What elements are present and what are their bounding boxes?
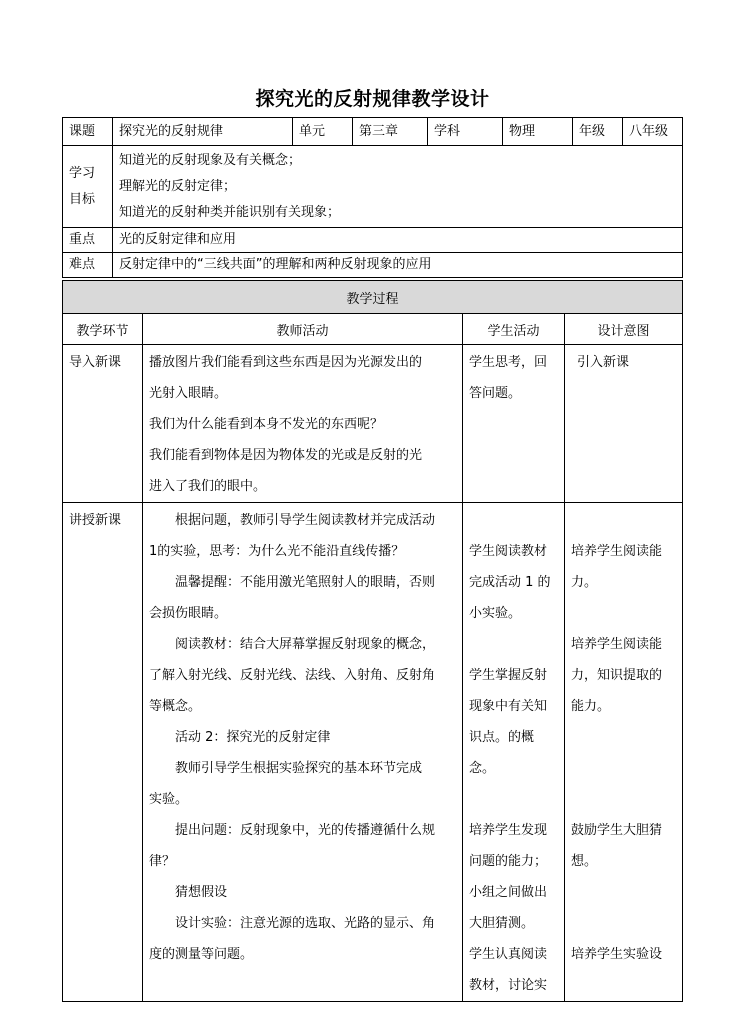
- student-line: 学生阅读教材: [469, 544, 548, 559]
- student-line: 完成活动 1 的: [469, 575, 551, 590]
- student-line: 学生认真阅读: [469, 947, 548, 962]
- process-banner: 教学过程: [63, 281, 683, 314]
- intro-student: [463, 345, 565, 503]
- process-table: [62, 280, 683, 1002]
- teacher-line: 了解入射光线、反射光线、法线、入射角、反射角: [149, 668, 436, 683]
- teacher-line: 度的测量等问题。: [149, 947, 254, 962]
- header-stage: 教学环节: [63, 314, 143, 345]
- intro-design: [565, 345, 683, 503]
- intro-stage: [63, 345, 143, 503]
- key-label: 重点: [63, 228, 113, 253]
- lecture-student: [463, 503, 565, 1002]
- student-line: 大胆猜测。: [469, 916, 535, 931]
- design-line: 引入新课: [577, 355, 630, 370]
- teacher-line: 等概念。: [149, 699, 202, 714]
- topic-label: 课题: [63, 118, 113, 146]
- unit-value: 第三章: [353, 118, 428, 146]
- design-line: 力，知识提取的: [571, 668, 663, 683]
- teacher-line: 进入了我们的眼中。: [149, 479, 267, 494]
- difficulty-label: 难点: [63, 253, 113, 278]
- lecture-stage: [63, 503, 143, 1002]
- student-line: 培养学生发现: [469, 823, 548, 838]
- header-student: 学生活动: [463, 314, 565, 345]
- teacher-line: 会损伤眼睛。: [149, 606, 228, 621]
- student-line: 教材，讨论实: [469, 978, 548, 993]
- design-line: 力。: [571, 575, 598, 590]
- info-row-topic: [63, 118, 683, 146]
- teacher-line: 光射入眼睛。: [149, 386, 228, 401]
- grade-label: 年级: [573, 118, 623, 146]
- student-line: 小组之间做出: [469, 885, 548, 900]
- goals-list: [113, 146, 683, 228]
- design-line: 鼓励学生大胆猜: [571, 823, 663, 838]
- teacher-line: 提出问题：反射现象中，光的传播遵循什么规: [175, 823, 436, 838]
- student-line: 学生思考，回: [469, 355, 548, 370]
- goals-label-line-2: 目标: [69, 191, 96, 207]
- teacher-line: 实验。: [149, 792, 189, 807]
- teacher-line: 我们能看到物体是因为物体发的光或是反射的光: [149, 448, 423, 463]
- process-header-row: [63, 314, 683, 345]
- info-row-difficulty: [63, 253, 683, 278]
- teacher-line: 教师引导学生根据实验探究的基本环节完成: [175, 761, 423, 776]
- student-line: 学生掌握反射: [469, 668, 548, 683]
- student-line: 识点。的概念。: [469, 730, 535, 776]
- teacher-line: 设计实验：注意光源的选取、光路的显示、角: [175, 916, 436, 931]
- stage-text: 导入新课: [69, 355, 122, 370]
- grade-value: 八年级: [623, 118, 683, 146]
- design-line: 培养学生实验设: [571, 947, 663, 962]
- intro-teacher: [143, 345, 463, 503]
- student-line: 答问题。: [469, 386, 522, 401]
- teacher-line: 播放图片我们能看到这些东西是因为光源发出的: [149, 355, 423, 370]
- header-design: 设计意图: [565, 314, 683, 345]
- teacher-line: 活动 2：探究光的反射定律: [175, 730, 331, 745]
- unit-label: 单元: [293, 118, 353, 146]
- student-line: 小实验。: [469, 606, 522, 621]
- teacher-line: 温馨提醒：不能用激光笔照射人的眼睛，否则: [175, 575, 436, 590]
- teacher-line: 猜想假设: [175, 885, 228, 900]
- info-row-goals: [63, 146, 683, 228]
- subject-value: 物理: [503, 118, 573, 146]
- teacher-line: 阅读教材：结合大屏幕掌握反射现象的概念，: [175, 637, 436, 652]
- process-row-intro: [63, 345, 683, 503]
- process-banner-row: [63, 281, 683, 314]
- goal-item: 知道光的反射现象及有关概念；: [119, 152, 302, 168]
- subject-label: 学科: [428, 118, 503, 146]
- design-line: 想。: [571, 854, 598, 869]
- goal-item: 知道光的反射种类并能识别有关现象；: [119, 204, 341, 220]
- lecture-design: [565, 503, 683, 1002]
- student-line: 现象中有关知: [469, 699, 548, 714]
- stage-text: 讲授新课: [69, 513, 122, 528]
- student-line: 问题的能力；: [469, 854, 548, 869]
- difficulty-value: 反射定律中的“三线共面”的理解和两种反射现象的应用: [113, 253, 683, 278]
- info-table: [62, 117, 683, 278]
- header-teacher: 教师活动: [143, 314, 463, 345]
- key-value: 光的反射定律和应用: [113, 228, 683, 253]
- teacher-line: 1的实验，思考：为什么光不能沿直线传播？: [149, 544, 405, 559]
- design-line: 能力。: [571, 699, 611, 714]
- design-line: 培养学生阅读能: [571, 637, 663, 652]
- topic-value: 探究光的反射规律: [113, 118, 293, 146]
- info-row-key: [63, 228, 683, 253]
- teacher-line: 律？: [149, 854, 176, 869]
- design-line: 培养学生阅读能: [571, 544, 663, 559]
- document-title: 探究光的反射规律教学设计: [255, 88, 490, 110]
- teacher-line: 我们为什么能看到本身不发光的东西呢？: [149, 417, 384, 432]
- teacher-line: 根据问题，教师引导学生阅读教材并完成活动: [175, 513, 436, 528]
- goals-label: [63, 146, 113, 228]
- goal-item: 理解光的反射定律；: [119, 178, 237, 194]
- process-row-lecture: [63, 503, 683, 1002]
- goals-label-line-1: 学习: [69, 165, 96, 181]
- lecture-teacher: [143, 503, 463, 1002]
